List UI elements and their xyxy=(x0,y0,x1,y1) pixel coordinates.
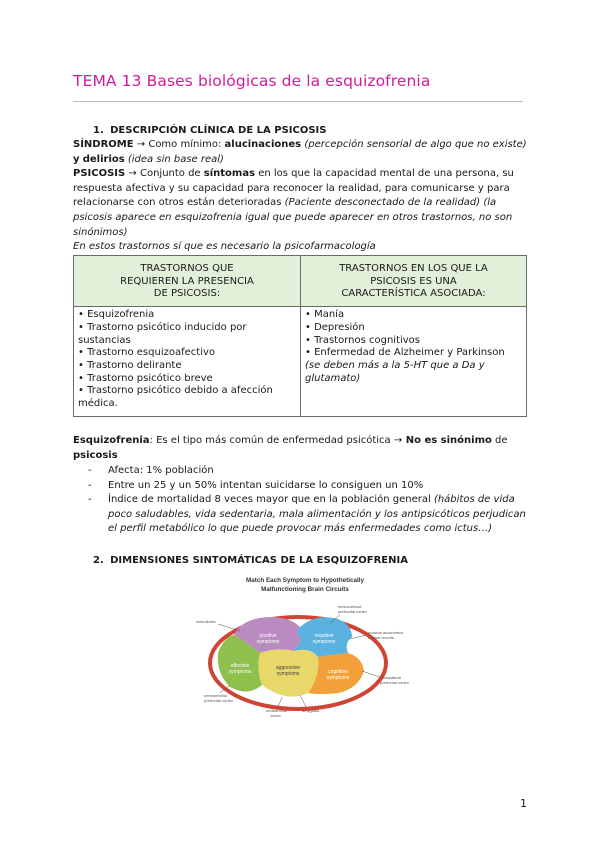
psicosis-word: psicosis xyxy=(73,449,118,461)
delirios-def: (idea sin base real) xyxy=(124,153,224,165)
sindrome-intro: Como mínimo: xyxy=(145,139,225,150)
label-affective: symptoms xyxy=(228,669,252,675)
list-item: - Afecta: 1% población xyxy=(88,464,528,479)
list-item: • Trastorno psicótico debido a afección médica. xyxy=(78,385,273,410)
header-line: PSICOSIS ES UNA xyxy=(370,275,457,287)
label-nucleus: reward circuits xyxy=(368,635,394,640)
section-1-heading xyxy=(93,124,555,139)
esquizofrenia-bullets xyxy=(88,464,528,537)
psicosis-note: (Paciente desconectado de la realidad) (la psicosis aparece en esquizofrenia igual que puede aparecer en otros trastornos, no son sinónimos) xyxy=(73,197,513,238)
list-item: • Depresión xyxy=(305,321,365,333)
psicosis-label: PSICOSIS xyxy=(73,168,126,179)
brain-circuits-figure xyxy=(190,573,420,721)
label-negative: negative xyxy=(314,633,334,639)
arrow: → xyxy=(128,168,137,179)
label-aggressive: aggressive xyxy=(275,665,301,671)
header-line: TRASTORNOS EN LOS QUE LA xyxy=(339,263,488,274)
list-item xyxy=(305,347,522,385)
label-mesocortical: prefrontal cortex xyxy=(338,609,367,614)
bullet-note: (hábitos de vida poco saludables, vida sedentaria, mala alimentación y los antipsicóticos perjudican el perfil metabólico lo que puede provocar más enfermedades como ictus…) xyxy=(108,494,526,535)
psicofarmacologia-note xyxy=(73,240,535,255)
alzheimer-item: • Enfermedad de Alzheimer y Parkinson xyxy=(305,347,505,359)
bullet-text: Índice de mortalidad 8 veces mayor que en la población general xyxy=(108,494,434,506)
list-item: • Trastorno psicótico breve xyxy=(78,372,213,384)
section-1-number: 1. xyxy=(93,125,104,136)
label-mesolimbic: mesolimbic xyxy=(196,619,217,624)
label-negative: symptoms xyxy=(312,639,336,645)
section-2-title: DIMENSIONES SINTOMÁTICAS DE LA ESQUIZOFRENIA xyxy=(110,555,408,566)
alucinaciones-def: (percepción sensorial de algo que no existe) xyxy=(301,139,527,150)
sintomas-term: síntomas xyxy=(203,168,256,179)
label-positive: symptoms xyxy=(256,639,280,645)
sindrome-label: SÍNDROME xyxy=(73,139,134,150)
list-item: - Entre un 25 y un 50% intentan suicidarse lo consiguen un 10% xyxy=(88,479,528,494)
pointer-line xyxy=(278,697,282,707)
pointer-line xyxy=(300,695,306,707)
table-cell-col1 xyxy=(74,307,301,417)
pointer-line xyxy=(350,635,366,639)
page-number: 1 xyxy=(520,797,527,810)
label-ventromedial: prefrontal cortex xyxy=(204,698,233,703)
label-nucleus: nucleus accumbens xyxy=(368,630,404,635)
pointer-line xyxy=(362,671,380,677)
list-item: • Manía xyxy=(305,309,345,321)
header-line: REQUIEREN LA PRESENCIA xyxy=(120,275,254,287)
esquizofrenia-paragraph xyxy=(73,434,535,463)
label-positive: positive xyxy=(259,633,277,639)
de-text: de xyxy=(491,435,508,446)
title-divider xyxy=(73,101,523,102)
header-line: TRASTORNOS QUE xyxy=(140,263,234,274)
section-1-title: DESCRIPCIÓN CLÍNICA DE LA PSICOSIS xyxy=(110,125,327,136)
table-header-row xyxy=(74,256,527,307)
list-item: • Trastornos cognitivos xyxy=(305,334,421,346)
label-orbitofrontal: orbitofrontal xyxy=(266,708,288,713)
disorders-table xyxy=(73,255,527,417)
pointer-line xyxy=(218,624,240,631)
label-dorsolateral: prefrontal cortex xyxy=(380,680,409,685)
y-conj: y xyxy=(73,153,80,165)
esquizofrenia-text: : Es el tipo más común de enfermedad psicótica xyxy=(149,435,394,446)
no-sinonimo: No es sinónimo xyxy=(402,435,492,446)
label-orbitofrontal: cortex xyxy=(270,713,281,718)
label-dorsolateral: dorsolateral xyxy=(380,675,401,680)
alucinaciones-term: alucinaciones xyxy=(224,139,302,150)
label-amygdala: amygdala xyxy=(302,708,320,713)
arrow: → xyxy=(136,139,146,150)
bullet-text: Entre un 25 y un 50% intentan suicidarse lo consiguen un 10% xyxy=(108,479,424,491)
sindrome-paragraph xyxy=(73,138,535,167)
header-line: DE PSICOSIS: xyxy=(153,288,221,300)
label-affective: affective xyxy=(230,663,250,669)
table-cell-col2 xyxy=(301,307,527,417)
alzheimer-note: (se deben más a la 5-HT que a Da y glutamato) xyxy=(305,359,485,384)
page-title: TEMA 13 Bases biológicas de la esquizofrenia xyxy=(73,72,431,90)
table-header-col1 xyxy=(74,256,301,307)
list-item: • Esquizofrenia xyxy=(78,309,155,321)
arrow: → xyxy=(393,435,403,446)
psicosis-text-b: en los que la capacidad mental de una persona, su respuesta afectiva y su capacidad para reconocer la realidad, para comunicarse y para relacionarse con otros están deterioradas xyxy=(73,168,514,209)
list-item: • Trastorno psicótico inducido por sustancias xyxy=(78,321,247,346)
note-text: En estos trastornos sí que es necesario la psicofarmacología xyxy=(73,241,376,252)
label-mesocortical: mesocortical/ xyxy=(338,604,362,609)
section-2-number: 2. xyxy=(93,555,104,566)
table-row xyxy=(74,307,527,417)
table-header-col2 xyxy=(301,256,527,307)
label-ventromedial: ventromedial xyxy=(204,693,227,698)
label-cognitive: cognitive xyxy=(328,669,348,675)
delirios-term: delirios xyxy=(82,153,125,165)
psicosis-paragraph xyxy=(73,167,535,241)
esquizofrenia-label: Esquizofrenia xyxy=(73,435,150,446)
section-2-heading xyxy=(93,554,555,569)
label-cognitive: symptoms xyxy=(326,675,350,681)
list-item: - Índice de mortalidad 8 veces mayor que en la población general (hábitos de vida poco saludables, vida sedentaria, mala alimentación y los antipsicóticos perjudican el perfil metabólico lo que puede provocar más enfermedades como ictus…) xyxy=(88,494,526,535)
figure-title-line1: Match Each Symptom to Hypothetically xyxy=(246,577,364,584)
label-aggressive: symptoms xyxy=(276,671,300,677)
bullet-text: Afecta: 1% población xyxy=(108,465,214,476)
figure-title-line2: Malfunctioning Brain Circuits xyxy=(261,586,349,593)
list-item: • Trastorno delirante xyxy=(78,359,182,371)
list-item: • Trastorno esquizoafectivo xyxy=(78,347,216,359)
header-line: CARACTERÍSTICA ASOCIADA: xyxy=(341,288,486,300)
psicosis-text-a: Conjunto de xyxy=(136,168,204,179)
